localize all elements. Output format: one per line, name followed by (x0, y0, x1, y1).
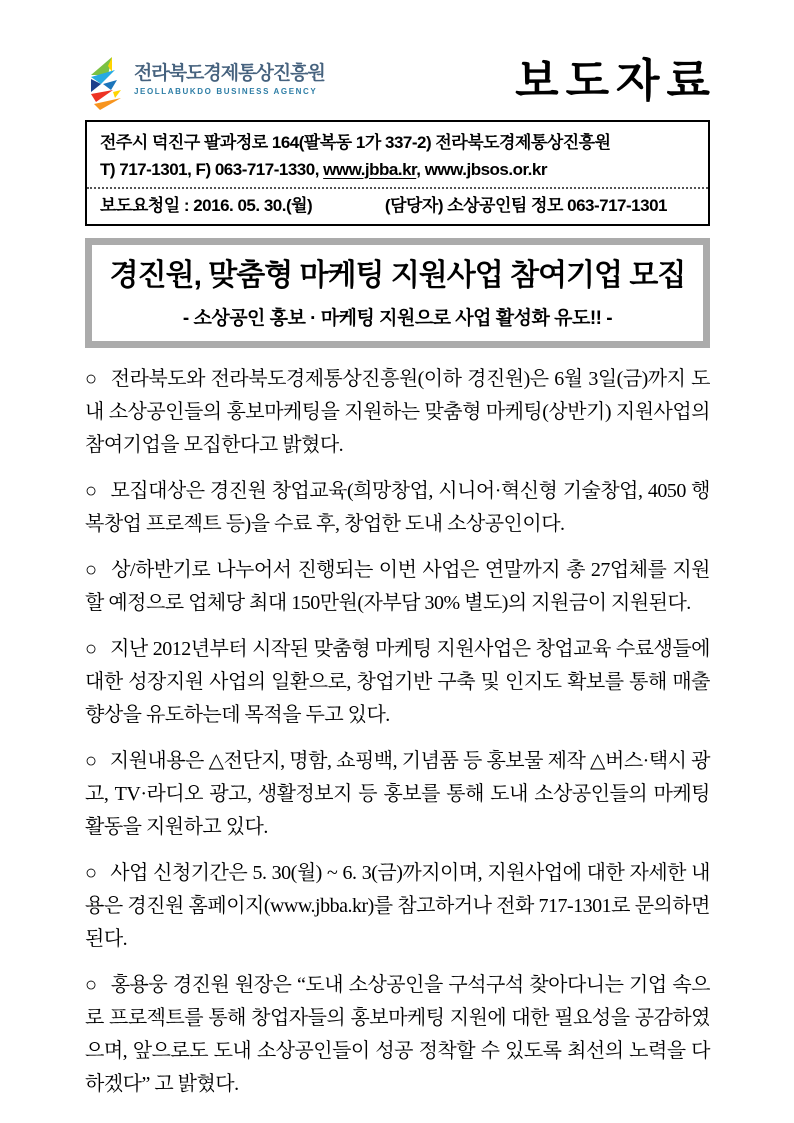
paragraph-2 (85, 475, 710, 541)
request-date: 보도요청일 : 2016. 05. 30.(월) (100, 196, 313, 215)
website-jbsos: www.jbsos.or.kr (424, 160, 547, 179)
bullet-icon: ○ (85, 862, 98, 884)
article-body (85, 363, 710, 1101)
paragraph-7-text: 홍용웅 경진원 원장은 “도내 소상공인을 구석구석 찾아다니는 기업 속으로 프로젝트를 통해 창업자들의 홍보마케팅 지원에 대한 필요성을 공감하였으며, 앞으로도 도내 소상공인들이 성공 정착할 수 있도록 최선의 노력을 다하겠다” 고 밝혔다. (85, 974, 710, 1095)
bullet-icon: ○ (85, 638, 98, 660)
masthead-title: 보도자료 (515, 55, 717, 106)
org-logo-mark-icon (85, 52, 127, 110)
phone-line (100, 156, 695, 183)
headline-subtitle: - 소상공인 홍보 · 마케팅 지원으로 사업 활성화 유도!! - (182, 308, 613, 329)
paragraph-2-text: 모집대상은 경진원 창업교육(희망창업, 시니어·혁신형 기술창업, 4050 행복창업 프로젝트 등)을 수료 후, 창업한 도내 소상공인이다. (85, 480, 710, 535)
paragraph-5 (85, 745, 710, 844)
contact-info-box (85, 120, 710, 226)
org-logo (85, 52, 325, 110)
header (85, 52, 717, 110)
bullet-icon: ○ (85, 974, 98, 996)
paragraph-3-text: 상/하반기로 나누어서 진행되는 이번 사업은 연말까지 총 27업체를 지원할 예정으로 업체당 최대 150만원(자부담 30% 별도)의 지원금이 지원된다. (85, 559, 710, 614)
paragraph-6 (85, 857, 710, 956)
contact-person: (담당자) 소상공인팀 정모 063-717-1301 (384, 196, 667, 215)
paragraph-1 (85, 363, 710, 462)
website-link-jbba[interactable]: www.jbba.kr (323, 160, 417, 179)
paragraph-4-text: 지난 2012년부터 시작된 맞춤형 마케팅 지원사업은 창업교육 수료생들에 대한 성장지원 사업의 일환으로, 창업기반 구축 및 인지도 확보를 통해 매출 향상을 유도하는데 목적을 두고 있다. (85, 638, 710, 726)
dotted-divider (87, 187, 708, 189)
paragraph-4 (85, 633, 710, 732)
bullet-icon: ○ (85, 559, 99, 581)
separator-text: , (416, 160, 421, 179)
address-line: 전주시 덕진구 팔과정로 164(팔복동 1가 337-2) 전라북도경제통상진흥원 (100, 133, 611, 152)
headline-title: 경진원, 맞춤형 마케팅 지원사업 참여기업 모집 (109, 259, 686, 292)
paragraph-6-text: 사업 신청기간은 5. 30(월) ~ 6. 3(금)까지이며, 지원사업에 대한 자세한 내용은 경진원 홈페이지(www.jbba.kr)를 참고하거나 전화 717-1301로 문의하면 된다. (85, 862, 710, 950)
org-name: 전라북도경제통상진흥원 (134, 63, 325, 84)
tel-fax-text: T) 717-1301, F) 063-717-1330, (100, 160, 319, 179)
request-line (100, 191, 695, 220)
bullet-icon: ○ (85, 750, 97, 772)
paragraph-7 (85, 969, 710, 1101)
org-logo-text (134, 52, 325, 96)
paragraph-3 (85, 554, 710, 620)
bullet-icon: ○ (85, 368, 98, 390)
headline-box (85, 238, 710, 348)
org-name-english: JEOLLABUKDO BUSINESS AGENCY (134, 87, 318, 96)
paragraph-5-text: 지원내용은 △전단지, 명함, 쇼핑백, 기념품 등 홍보물 제작 △버스·택시 광고, TV·라디오 광고, 생활정보지 등 홍보를 통해 도내 소상공인들의 마케팅 활동을 지원하고 있다. (85, 750, 710, 838)
bullet-icon: ○ (85, 480, 98, 502)
paragraph-1-text: 전라북도와 전라북도경제통상진흥원(이하 경진원)은 6월 3일(금)까지 도내 소상공인들의 홍보마케팅을 지원하는 맞춤형 마케팅(상반기) 지원사업의 참여기업을 모집한다고 밝혔다. (85, 368, 710, 456)
